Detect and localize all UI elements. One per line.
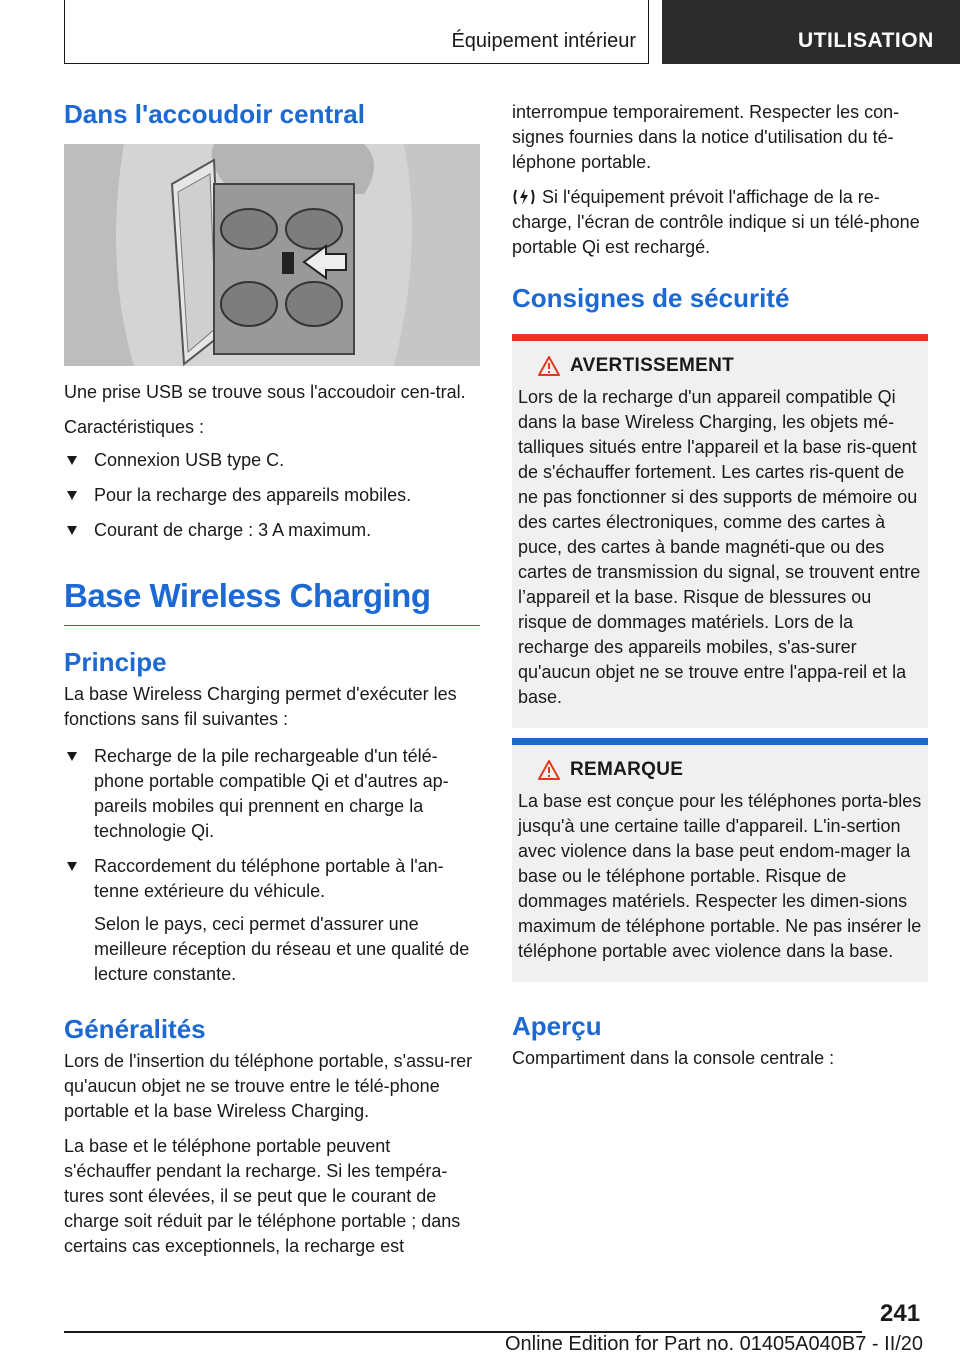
- notice-header: [538, 759, 922, 781]
- notice-box: [512, 738, 928, 982]
- continued-text: interrompue temporairement. Respecter les con-signes fournies dans la notice d'utilisation du té-léphone portable.: [512, 102, 900, 172]
- principle-item-note: Selon le pays, ceci permet d'assurer une meilleure réception du réseau et une qualité de lecture constante.: [94, 913, 470, 984]
- armrest-usb-photo: [64, 144, 480, 366]
- triangle-bullet-icon: [67, 862, 77, 871]
- triangle-bullet-icon: [67, 491, 77, 500]
- safety-title: Consignes de sécurité: [512, 283, 790, 313]
- warning-text: Lors de la recharge d'un appareil compatible Qi dans la base Wireless Charging, les objets mé-talliques situés entre l'appareil et la base ris-quent de s'échauffer fortement. Les cartes ris-quent de ne pas fonctionner si des supports de mémoire ou des cartes électroniques, comme des cartes à puce, des cartes à bande magnéti-que ou des cartes de transmission du signal, se trouvent entre l’appareil et la base. Risque de blessures ou risque de dommages matériels. Lors de la recharge des appareils mobiles, s'as-surer qu'aucun objet ne se trouve entre l'appa-reil et la base.: [518, 386, 921, 707]
- armrest-title: Dans l'accoudoir central: [64, 99, 365, 129]
- list-item: Raccordement du téléphone portable à l'an-tenne extérieure du véhicule. Selon le pays, ceci permet d'assurer une meilleure réception du réseau et une qualité de lecture constante.: [64, 854, 480, 987]
- right-column: [512, 100, 928, 1081]
- list-item: Pour la recharge des appareils mobiles.: [64, 483, 480, 508]
- specs-label: Caractéristiques :: [64, 416, 205, 437]
- principle-title: Principe: [64, 646, 167, 677]
- header-chapter-tab: UTILISATION: [662, 0, 960, 64]
- wireless-charging-icon: [512, 187, 536, 207]
- warning-triangle-icon: [538, 760, 560, 780]
- warning-box: [512, 334, 928, 728]
- triangle-bullet-icon: [67, 526, 77, 535]
- header-section-box: [64, 0, 649, 64]
- triangle-bullet-icon: [67, 456, 77, 465]
- warning-label: AVERTISSEMENT: [570, 354, 735, 376]
- left-column: [64, 100, 480, 1269]
- list-item: Connexion USB type C.: [64, 448, 480, 473]
- page-number: 241: [880, 1300, 921, 1327]
- warning-header: [538, 355, 922, 377]
- charge-display-paragraph: Si l'équipement prévoit l'affichage de la re-charge, l'écran de contrôle indique si un télé-phone portable Qi est rechargé.: [512, 187, 920, 257]
- main-section-title: Base Wireless Charging: [64, 577, 480, 626]
- list-item: Courant de charge : 3 A maximum.: [64, 518, 480, 543]
- general-title: Généralités: [64, 1013, 206, 1044]
- overview-title: Aperçu: [512, 1010, 602, 1041]
- principle-text: La base Wireless Charging permet d'exécuter les fonctions sans fil suivantes :: [64, 683, 457, 729]
- footer-edition: Online Edition for Part no. 01405A040B7 - II/20: [505, 1333, 924, 1355]
- general-paragraph-2: La base et le téléphone portable peuvent s'échauffer pendant la recharge. Si les tempéra-tures sont élevées, il se peut que le courant de charge soit réduit par le téléphone portable ; dans certains cas exceptionnels, la recharge est: [64, 1135, 461, 1256]
- armrest-text: Une prise USB se trouve sous l'accoudoir cen-tral.: [64, 381, 466, 402]
- general-paragraph-1: Lors de l'insertion du téléphone portable, s'assu-rer qu'aucun objet ne se trouve entre le télé-phone portable et la base Wireless Charging.: [64, 1050, 473, 1121]
- header-section-title: Équipement intérieur: [451, 30, 636, 52]
- triangle-bullet-icon: [67, 752, 77, 761]
- principle-list: [64, 744, 480, 987]
- list-item: Recharge de la pile rechargeable d'un télé-phone portable compatible Qi et d'autres ap-pareils mobiles qui prennent en charge la technologie Qi.: [64, 744, 480, 844]
- overview-text: Compartiment dans la console centrale :: [512, 1047, 835, 1068]
- warning-triangle-icon: [538, 356, 560, 376]
- specs-list: [64, 448, 480, 543]
- notice-label: REMARQUE: [570, 758, 684, 780]
- armrest-usb-illustration: [64, 144, 480, 366]
- notice-text: La base est conçue pour les téléphones porta-bles jusqu'à une certaine taille d'appareil. L'in-sertion avec violence dans la base peut endom-mager la base ou le téléphone portable. Risque de dommages matériels. Respecter les dimen-sions maximum de téléphone portable. Ne pas insérer le téléphone portable avec violence dans la base.: [518, 790, 922, 961]
